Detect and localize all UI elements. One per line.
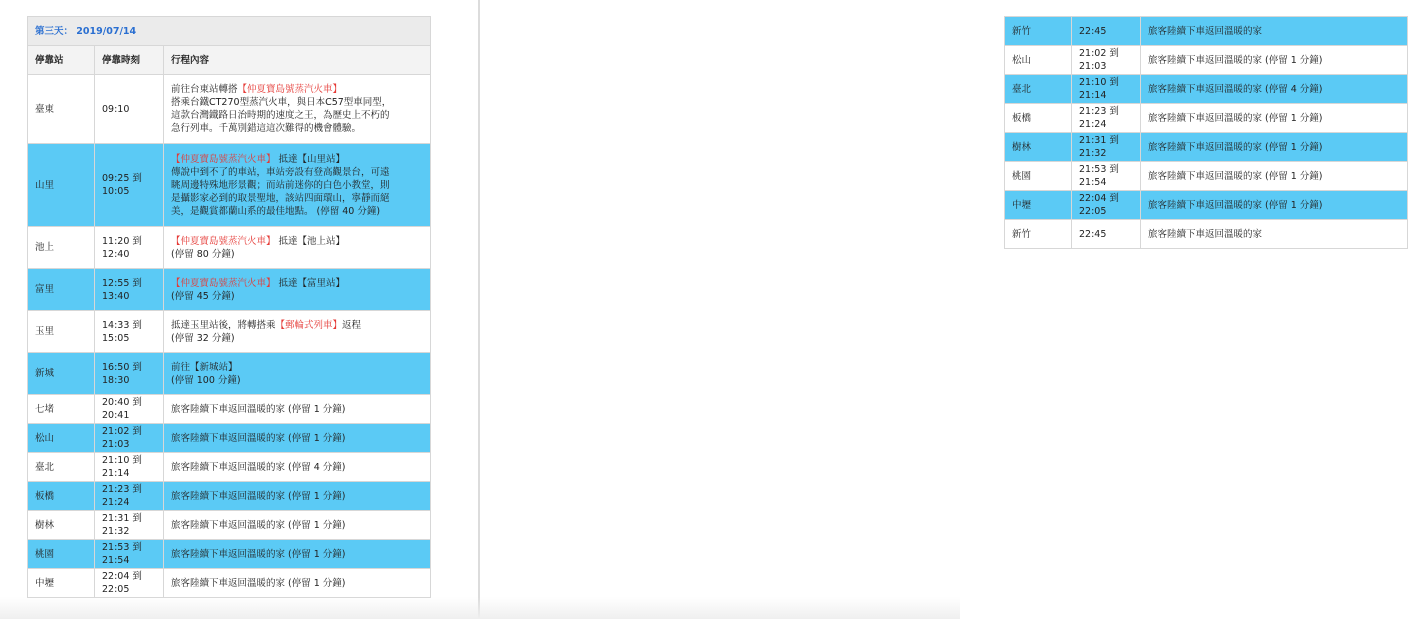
description-text: 旅客陸續下車返回溫暖的家 (停留 1 分鐘) <box>171 519 346 531</box>
description-line <box>171 122 423 135</box>
description-cell <box>164 569 431 598</box>
time-cell: 21:53 到 21:54 <box>1072 162 1141 191</box>
time-cell: 21:02 到 21:03 <box>1072 46 1141 75</box>
table-row <box>1005 162 1408 191</box>
description-line <box>171 83 423 96</box>
description-line <box>1148 54 1400 67</box>
description-cell <box>164 311 431 353</box>
table-row <box>1005 220 1408 249</box>
description-cell <box>164 453 431 482</box>
description-text: 旅客陸續下車返回溫暖的家 (停留 4 分鐘) <box>171 461 346 473</box>
time-cell: 20:40 到 20:41 <box>95 395 164 424</box>
station-cell: 新竹 <box>1005 220 1072 249</box>
description-text: 旅客陸續下車返回溫暖的家 (停留 1 分鐘) <box>1148 199 1323 211</box>
description-text: 旅客陸續下車返回溫暖的家 (停留 1 分鐘) <box>171 577 346 589</box>
station-cell: 桃園 <box>28 540 95 569</box>
description-cell <box>164 511 431 540</box>
station-cell: 新城 <box>28 353 95 395</box>
description-line <box>171 290 423 303</box>
description-text: 這款台灣鐵路日治時期的速度之王，為歷史上不朽的 <box>171 110 390 121</box>
description-line <box>171 361 423 374</box>
description-text: (停留 45 分鐘) <box>171 290 235 302</box>
table-row <box>1005 133 1408 162</box>
table-row <box>1005 104 1408 133</box>
description-line <box>171 277 423 290</box>
time-cell: 09:10 <box>95 75 164 144</box>
description-line <box>1148 83 1400 96</box>
description-line <box>171 166 423 179</box>
table-row <box>28 353 431 395</box>
description-line <box>171 461 423 474</box>
description-line <box>171 179 423 192</box>
description-text: 前往台東站轉搭 <box>171 84 238 95</box>
description-cell <box>1141 17 1408 46</box>
table-row <box>28 511 431 540</box>
description-text: 旅客陸續下車返回溫暖的家 (停留 1 分鐘) <box>171 403 346 415</box>
description-cell <box>164 482 431 511</box>
description-text: 前往【新城站】 <box>171 361 238 373</box>
bottom-shade <box>0 597 960 619</box>
schedule-body-left <box>28 75 431 598</box>
station-cell: 新竹 <box>1005 17 1072 46</box>
train-name-highlight: 【仲夏寶島號蒸汽火車】 <box>237 84 343 95</box>
time-cell: 21:31 到 21:32 <box>95 511 164 540</box>
table-row <box>28 424 431 453</box>
station-cell: 中壢 <box>28 569 95 598</box>
description-line <box>171 403 423 416</box>
description-text: 旅客陸續下車返回溫暖的家 <box>1148 228 1263 240</box>
table-row <box>1005 191 1408 220</box>
description-cell <box>164 269 431 311</box>
description-line <box>171 248 423 261</box>
table-row <box>28 269 431 311</box>
description-text: 旅客陸續下車返回溫暖的家 (停留 1 分鐘) <box>171 490 346 502</box>
time-cell: 22:04 到 22:05 <box>1072 191 1141 220</box>
description-cell <box>1141 191 1408 220</box>
description-cell <box>1141 162 1408 191</box>
schedule-body-right <box>1005 17 1408 249</box>
description-text: 旅客陸續下車返回溫暖的家 (停留 1 分鐘) <box>1148 54 1323 66</box>
time-cell: 21:10 到 21:14 <box>95 453 164 482</box>
description-text: 美，是觀賞都蘭山系的最佳地點。 (停留 40 分鐘) <box>171 205 381 217</box>
table-row <box>28 482 431 511</box>
description-text: (停留 80 分鐘) <box>171 248 235 260</box>
header-time: 停靠時刻 <box>95 46 164 75</box>
station-cell: 樹林 <box>1005 133 1072 162</box>
left-page <box>0 0 478 619</box>
description-text: (停留 100 分鐘) <box>171 374 241 386</box>
station-cell: 松山 <box>1005 46 1072 75</box>
time-cell: 21:53 到 21:54 <box>95 540 164 569</box>
description-text: 旅客陸續下車返回溫暖的家 (停留 1 分鐘) <box>1148 112 1323 124</box>
train-name-highlight: 【郵輪式列車】 <box>275 319 343 331</box>
description-text: 旅客陸續下車返回溫暖的家 (停留 1 分鐘) <box>1148 141 1323 153</box>
description-cell <box>164 75 431 144</box>
description-text: 傳說中到不了的車站，車站旁設有登高觀景台，可遠 <box>171 166 390 178</box>
description-text: 旅客陸續下車返回溫暖的家 (停留 1 分鐘) <box>171 432 346 444</box>
description-line <box>1148 170 1400 183</box>
station-cell: 臺北 <box>1005 75 1072 104</box>
description-line <box>171 374 423 387</box>
station-cell: 池上 <box>28 227 95 269</box>
description-cell <box>164 540 431 569</box>
description-line <box>171 332 423 345</box>
time-cell: 11:20 到 12:40 <box>95 227 164 269</box>
description-text: 旅客陸續下車返回溫暖的家 <box>1148 25 1263 37</box>
table-row <box>28 144 431 227</box>
station-cell: 桃園 <box>1005 162 1072 191</box>
table-row <box>28 395 431 424</box>
description-cell <box>1141 220 1408 249</box>
station-cell: 富里 <box>28 269 95 311</box>
description-text: 旅客陸續下車返回溫暖的家 (停留 1 分鐘) <box>171 548 346 560</box>
table-row <box>1005 46 1408 75</box>
description-line <box>171 519 423 532</box>
description-cell <box>164 395 431 424</box>
description-cell <box>1141 104 1408 133</box>
station-cell: 臺北 <box>28 453 95 482</box>
time-cell: 21:23 到 21:24 <box>95 482 164 511</box>
table-row <box>28 540 431 569</box>
train-name-highlight: 【仲夏寶島號蒸汽火車】 <box>171 153 276 165</box>
station-cell: 七堵 <box>28 395 95 424</box>
description-line <box>171 490 423 503</box>
description-text: (停留 32 分鐘) <box>171 332 235 344</box>
time-cell: 09:25 到 10:05 <box>95 144 164 227</box>
train-name-highlight: 【仲夏寶島號蒸汽火車】 <box>171 235 276 247</box>
table-row <box>28 569 431 598</box>
table-row <box>1005 75 1408 104</box>
description-line <box>171 319 423 332</box>
day-title: 第三天： 2019/07/14 <box>28 17 431 46</box>
station-cell: 臺東 <box>28 75 95 144</box>
schedule-table-left <box>27 16 431 598</box>
description-cell <box>164 227 431 269</box>
table-row <box>28 453 431 482</box>
time-cell: 14:33 到 15:05 <box>95 311 164 353</box>
description-text: 抵達【富里站】 <box>275 277 346 289</box>
table-row <box>1005 17 1408 46</box>
description-text: 眺周邊特殊地形景觀；而站前迷你的白色小教堂，則 <box>171 179 390 191</box>
description-line <box>171 96 423 109</box>
time-cell: 22:45 <box>1072 17 1141 46</box>
time-cell: 12:55 到 13:40 <box>95 269 164 311</box>
description-text: 返程 <box>342 319 362 331</box>
station-cell: 山里 <box>28 144 95 227</box>
time-cell: 22:04 到 22:05 <box>95 569 164 598</box>
description-text: 是攝影家必到的取景聖地，該站四面環山，寧靜而絕 <box>171 192 390 204</box>
description-text: 急行列車。千萬別錯這這次難得的機會體驗。 <box>171 123 362 134</box>
time-cell: 21:23 到 21:24 <box>1072 104 1141 133</box>
table-row <box>28 227 431 269</box>
description-text: 旅客陸續下車返回溫暖的家 (停留 1 分鐘) <box>1148 170 1323 182</box>
description-cell <box>1141 133 1408 162</box>
station-cell: 玉里 <box>28 311 95 353</box>
description-cell <box>164 353 431 395</box>
description-line <box>1148 141 1400 154</box>
station-cell: 中壢 <box>1005 191 1072 220</box>
header-content: 行程內容 <box>164 46 431 75</box>
description-text: 旅客陸續下車返回溫暖的家 (停留 4 分鐘) <box>1148 83 1323 95</box>
time-cell: 16:50 到 18:30 <box>95 353 164 395</box>
description-text: 搭乘台鐵CT270型蒸汽火車，與日本C57型車同型， <box>171 97 392 108</box>
description-line <box>171 109 423 122</box>
station-cell: 松山 <box>28 424 95 453</box>
description-cell <box>1141 75 1408 104</box>
station-cell: 板橋 <box>28 482 95 511</box>
description-line <box>171 205 423 218</box>
description-text: 抵達【山里站】 <box>275 153 346 165</box>
description-line <box>171 577 423 590</box>
station-cell: 板橋 <box>1005 104 1072 133</box>
description-line <box>1148 228 1400 241</box>
time-cell: 22:45 <box>1072 220 1141 249</box>
schedule-table-right <box>1004 16 1408 249</box>
description-line <box>171 192 423 205</box>
description-line <box>171 153 423 166</box>
description-text: 抵達【池上站】 <box>275 235 346 247</box>
description-line <box>171 432 423 445</box>
time-cell: 21:10 到 21:14 <box>1072 75 1141 104</box>
station-cell: 樹林 <box>28 511 95 540</box>
header-station: 停靠站 <box>28 46 95 75</box>
description-cell <box>1141 46 1408 75</box>
description-text: 抵達玉里站後，將轉搭乘 <box>171 319 276 331</box>
description-line <box>171 235 423 248</box>
time-cell: 21:31 到 21:32 <box>1072 133 1141 162</box>
description-cell <box>164 424 431 453</box>
description-line <box>1148 199 1400 212</box>
table-row <box>28 311 431 353</box>
description-line <box>1148 25 1400 38</box>
description-line <box>171 548 423 561</box>
train-name-highlight: 【仲夏寶島號蒸汽火車】 <box>171 277 276 289</box>
table-row <box>28 75 431 144</box>
description-line <box>1148 112 1400 125</box>
description-cell <box>164 144 431 227</box>
time-cell: 21:02 到 21:03 <box>95 424 164 453</box>
right-page <box>480 0 1323 619</box>
